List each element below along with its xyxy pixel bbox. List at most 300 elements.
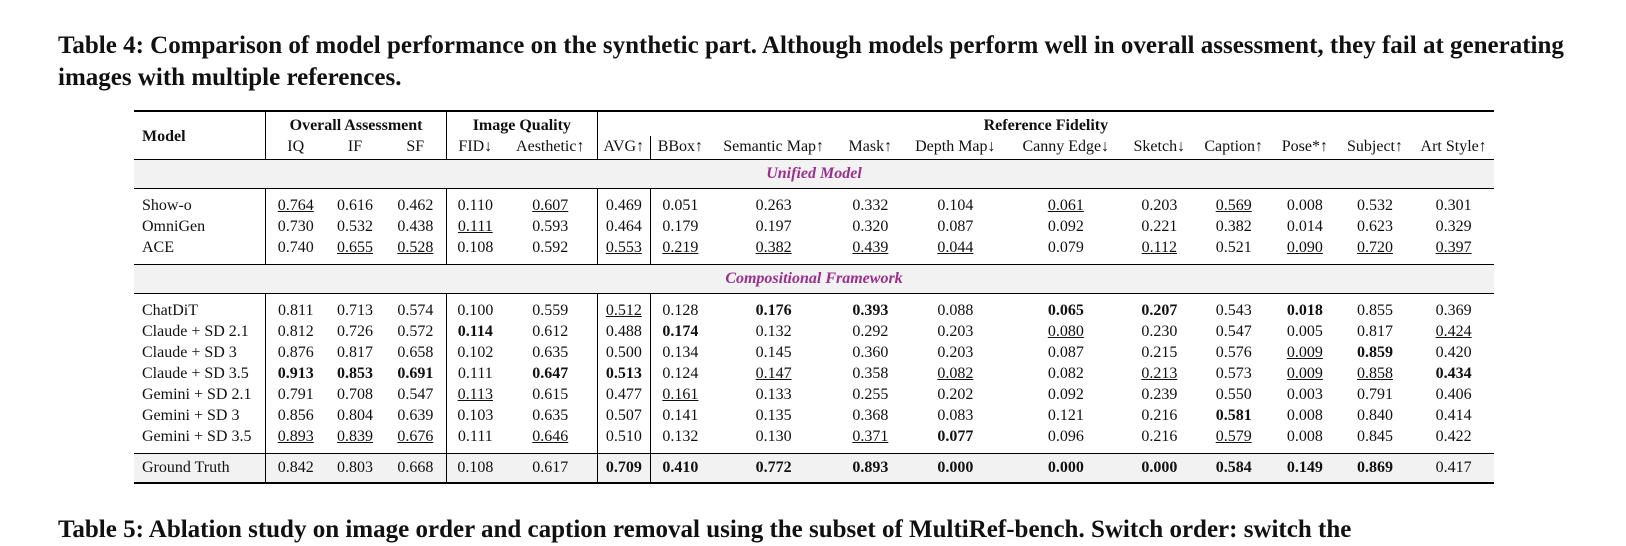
column-header-aesthetic: Aesthetic↑: [516, 137, 585, 155]
metric-cell-canny-edge: [1007, 195, 1124, 216]
metric-cell-mask: [837, 216, 903, 237]
metric-cell-pose: [1273, 405, 1337, 426]
metric-cell-canny-edge: [1007, 405, 1124, 426]
metric-value: 0.438: [397, 217, 434, 235]
metric-cell-subject: [1337, 237, 1414, 258]
metric-value: 0.207: [1141, 301, 1178, 319]
metric-value: 0.422: [1435, 427, 1472, 445]
column-header-pose: Pose*↑: [1281, 137, 1328, 155]
metric-cell-pose: [1273, 426, 1337, 447]
metric-value: 0.424: [1435, 322, 1472, 340]
metric-value: 0.617: [532, 459, 569, 476]
metric-value: 0.018: [1286, 301, 1323, 319]
metric-cell-sketch: [1124, 195, 1194, 216]
metric-value: 0.132: [755, 322, 792, 340]
metric-value: 0.469: [605, 196, 642, 214]
metric-value: 0.569: [1215, 196, 1252, 214]
metric-cell-bbox: [650, 426, 710, 447]
metric-cell-caption: [1194, 321, 1273, 342]
metric-value: 0.369: [1435, 301, 1472, 319]
metric-value: 0.592: [532, 238, 569, 256]
table-row: [134, 405, 1494, 426]
metric-value: 0.368: [852, 406, 889, 424]
metric-cell-semantic-map: [710, 384, 838, 405]
metric-value: 0.092: [1047, 385, 1084, 403]
metric-value: 0.646: [532, 427, 569, 445]
metric-value: 0.111: [457, 364, 493, 382]
metric-cell-art-style: [1413, 426, 1494, 447]
metric-cell-caption: [1194, 237, 1273, 258]
metric-cell-caption: [1194, 195, 1273, 216]
metric-cell-fid: [446, 454, 503, 484]
model-name-cell: Claude + SD 2.1: [142, 322, 249, 340]
metric-cell-caption: [1194, 405, 1273, 426]
metric-cell-canny-edge: [1007, 426, 1124, 447]
metric-value: 0.817: [337, 343, 373, 361]
metric-value: 0.691: [397, 364, 434, 382]
metric-value: 0.576: [1215, 343, 1252, 361]
image-quality-group: Image Quality: [446, 111, 597, 136]
metric-cell-semantic-map: [710, 321, 838, 342]
metric-cell-fid: [446, 384, 503, 405]
metric-value: 0.301: [1435, 196, 1472, 214]
metric-cell-fid: [446, 426, 503, 447]
metric-cell-canny-edge: [1007, 384, 1124, 405]
metric-value: 0.572: [397, 322, 434, 340]
metric-value: 0.096: [1047, 427, 1084, 445]
metric-cell-sketch: [1124, 384, 1194, 405]
metric-cell-pose: [1273, 237, 1337, 258]
metric-cell-bbox: [650, 384, 710, 405]
metric-value: 0.329: [1435, 217, 1472, 235]
metric-value: 0.869: [1357, 459, 1393, 476]
metric-value: 0.616: [337, 196, 373, 214]
metric-value: 0.845: [1357, 427, 1393, 445]
metric-cell-subject: [1337, 321, 1414, 342]
metric-cell-sf: [385, 237, 447, 258]
metric-cell-depth-map: [903, 237, 1007, 258]
metric-value: 0.853: [337, 364, 373, 382]
column-header-iq: IQ: [266, 136, 326, 160]
metric-cell-caption: [1194, 454, 1273, 484]
metric-value: 0.065: [1047, 301, 1084, 319]
metric-value: 0.647: [532, 364, 569, 382]
metric-cell-pose: [1273, 454, 1337, 484]
section-header-row: [134, 265, 1494, 294]
table-body: [134, 160, 1494, 484]
metric-cell-aesthetic: [504, 342, 598, 363]
metric-cell-depth-map: [903, 454, 1007, 484]
metric-value: 0.135: [755, 406, 792, 424]
metric-cell-sketch: [1124, 237, 1194, 258]
table-row: [134, 321, 1494, 342]
metric-value: 0.203: [1141, 196, 1178, 214]
metric-value: 0.005: [1286, 322, 1323, 340]
metric-cell-mask: [837, 363, 903, 384]
metric-cell-fid: [446, 321, 503, 342]
metric-value: 0.111: [457, 427, 493, 445]
table-row: [134, 384, 1494, 405]
column-header-row: [134, 136, 1494, 160]
metric-cell-if: [325, 195, 385, 216]
column-header-subject: Subject↑: [1347, 137, 1403, 155]
metric-value: 0.087: [1047, 343, 1084, 361]
metric-value: 0.574: [397, 301, 434, 319]
metric-value: 0.804: [337, 406, 373, 424]
metric-value: 0.179: [662, 217, 699, 235]
metric-cell-canny-edge: [1007, 300, 1124, 321]
metric-cell-if: [325, 321, 385, 342]
metric-cell-sketch: [1124, 216, 1194, 237]
metric-cell-depth-map: [903, 321, 1007, 342]
metric-value: 0.607: [532, 196, 569, 214]
metric-value: 0.543: [1215, 301, 1252, 319]
model-name-cell: Gemini + SD 3: [142, 406, 240, 424]
metric-cell-subject: [1337, 426, 1414, 447]
metric-value: 0.713: [337, 301, 373, 319]
section-header-row: [134, 160, 1494, 189]
metric-value: 0.500: [605, 343, 642, 361]
metric-value: 0.092: [1047, 217, 1084, 235]
metric-value: 0.147: [755, 364, 792, 382]
metric-cell-pose: [1273, 195, 1337, 216]
column-header-fid: FID↓: [446, 136, 503, 160]
metric-value: 0.000: [1047, 459, 1084, 476]
metric-value: 0.134: [662, 343, 699, 361]
metric-cell-caption: [1194, 384, 1273, 405]
metric-value: 0.876: [277, 343, 314, 361]
model-name-cell: ACE: [142, 238, 174, 256]
metric-cell-fid: [446, 405, 503, 426]
metric-value: 0.840: [1357, 406, 1393, 424]
metric-cell-canny-edge: [1007, 237, 1124, 258]
metric-cell-pose: [1273, 342, 1337, 363]
metric-cell-sketch: [1124, 342, 1194, 363]
metric-value: 0.230: [1141, 322, 1178, 340]
metric-value: 0.121: [1047, 406, 1084, 424]
metric-value: 0.203: [937, 343, 974, 361]
metric-cell-sketch: [1124, 405, 1194, 426]
metric-cell-semantic-map: [710, 300, 838, 321]
metric-cell-mask: [837, 237, 903, 258]
metric-value: 0.839: [337, 427, 373, 445]
metric-cell-pose: [1273, 384, 1337, 405]
section-title: Unified Model: [134, 160, 1494, 189]
ground-truth-row: [134, 454, 1494, 484]
model-name-cell: Show-o: [142, 196, 192, 214]
metric-cell-subject: [1337, 384, 1414, 405]
metric-value: 0.215: [1141, 343, 1178, 361]
metric-value: 0.730: [277, 217, 314, 235]
metric-value: 0.410: [662, 459, 699, 476]
metric-value: 0.102: [457, 343, 494, 361]
table-row: [134, 216, 1494, 237]
metric-cell-iq: [266, 321, 326, 342]
metric-cell-canny-edge: [1007, 321, 1124, 342]
metric-cell-bbox: [650, 216, 710, 237]
metric-value: 0.077: [937, 427, 974, 445]
metric-value: 0.360: [852, 343, 889, 361]
metric-cell-mask: [837, 321, 903, 342]
metric-cell-iq: [266, 363, 326, 384]
metric-value: 0.082: [1047, 364, 1084, 382]
metric-cell-semantic-map: [710, 454, 838, 484]
metric-value: 0.842: [277, 459, 314, 476]
metric-value: 0.044: [937, 238, 974, 256]
metric-cell-iq: [266, 342, 326, 363]
metric-value: 0.764: [277, 196, 314, 214]
metric-value: 0.477: [605, 385, 642, 403]
metric-value: 0.292: [852, 322, 889, 340]
metric-value: 0.149: [1286, 459, 1323, 476]
metric-value: 0.130: [755, 427, 792, 445]
column-header-mask: Mask↑: [848, 137, 893, 155]
model-name-cell: Gemini + SD 3.5: [142, 427, 252, 445]
metric-cell-aesthetic: [504, 363, 598, 384]
metric-value: 0.239: [1141, 385, 1178, 403]
metric-cell-depth-map: [903, 300, 1007, 321]
metric-cell-aesthetic: [504, 405, 598, 426]
metric-value: 0.103: [457, 406, 494, 424]
metric-cell-if: [325, 300, 385, 321]
metric-cell-depth-map: [903, 195, 1007, 216]
table-row: [134, 237, 1494, 258]
metric-cell-fid: [446, 216, 503, 237]
metric-cell-iq: [266, 426, 326, 447]
metric-cell-depth-map: [903, 405, 1007, 426]
metric-value: 0.393: [852, 301, 889, 319]
metric-cell-sf: [385, 384, 447, 405]
metric-value: 0.615: [532, 385, 569, 403]
metric-cell-pose: [1273, 363, 1337, 384]
metric-value: 0.051: [662, 196, 699, 214]
metric-cell-mask: [837, 342, 903, 363]
metric-value: 0.856: [277, 406, 314, 424]
metric-cell-subject: [1337, 363, 1414, 384]
column-header-caption: Caption↑: [1204, 137, 1264, 155]
metric-cell-subject: [1337, 195, 1414, 216]
metric-value: 0.382: [1215, 217, 1252, 235]
metric-value: 0.579: [1215, 427, 1252, 445]
metric-value: 0.008: [1286, 406, 1323, 424]
metric-cell-avg: [597, 216, 650, 237]
metric-cell-aesthetic: [504, 454, 598, 484]
metric-cell-iq: [266, 405, 326, 426]
metric-value: 0.202: [937, 385, 974, 403]
metric-value: 0.512: [605, 301, 642, 319]
metric-cell-sf: [385, 426, 447, 447]
metric-cell-mask: [837, 454, 903, 484]
metric-value: 0.858: [1357, 364, 1393, 382]
metric-value: 0.553: [605, 238, 642, 256]
metric-cell-mask: [837, 195, 903, 216]
metric-cell-avg: [597, 384, 650, 405]
metric-value: 0.791: [277, 385, 314, 403]
metric-value: 0.559: [532, 301, 569, 319]
metric-cell-sf: [385, 454, 447, 484]
metric-value: 0.439: [852, 238, 889, 256]
metric-cell-fid: [446, 363, 503, 384]
metric-value: 0.213: [1141, 364, 1178, 382]
metric-cell-pose: [1273, 216, 1337, 237]
metric-cell-if: [325, 454, 385, 484]
metric-value: 0.658: [397, 343, 434, 361]
table-header: [134, 111, 1494, 160]
metric-cell-semantic-map: [710, 195, 838, 216]
metric-value: 0.532: [337, 217, 373, 235]
table-row: [134, 342, 1494, 363]
metric-value: 0.108: [457, 238, 494, 256]
metric-cell-iq: [266, 195, 326, 216]
metric-value: 0.332: [852, 196, 889, 214]
metric-cell-sf: [385, 195, 447, 216]
metric-value: 0.087: [937, 217, 974, 235]
metric-cell-aesthetic: [504, 195, 598, 216]
metric-cell-avg: [597, 342, 650, 363]
metric-cell-semantic-map: [710, 237, 838, 258]
metric-value: 0.111: [457, 217, 493, 235]
metric-cell-caption: [1194, 363, 1273, 384]
metric-value: 0.014: [1286, 217, 1323, 235]
metric-value: 0.090: [1286, 238, 1323, 256]
metric-value: 0.420: [1435, 343, 1472, 361]
metric-cell-caption: [1194, 426, 1273, 447]
metric-cell-aesthetic: [504, 384, 598, 405]
metric-value: 0.855: [1357, 301, 1393, 319]
metric-value: 0.550: [1215, 385, 1252, 403]
metric-value: 0.161: [662, 385, 699, 403]
metric-cell-art-style: [1413, 405, 1494, 426]
metric-value: 0.547: [1215, 322, 1252, 340]
metric-cell-semantic-map: [710, 426, 838, 447]
metric-cell-art-style: [1413, 237, 1494, 258]
metric-value: 0.133: [755, 385, 792, 403]
metric-value: 0.000: [1141, 459, 1178, 476]
metric-cell-semantic-map: [710, 216, 838, 237]
reference-fidelity-group: Reference Fidelity: [597, 111, 1494, 136]
metric-value: 0.079: [1047, 238, 1084, 256]
header-group-row: [134, 111, 1494, 136]
metric-value: 0.803: [337, 459, 373, 476]
model-column-header: Model: [134, 111, 266, 160]
metric-value: 0.655: [337, 238, 373, 256]
metric-cell-sf: [385, 342, 447, 363]
metric-value: 0.635: [532, 343, 569, 361]
metric-value: 0.083: [937, 406, 974, 424]
metric-value: 0.174: [662, 322, 699, 340]
model-name-cell: Ground Truth: [134, 454, 266, 484]
metric-cell-art-style: [1413, 321, 1494, 342]
metric-cell-canny-edge: [1007, 342, 1124, 363]
metric-cell-sf: [385, 216, 447, 237]
metric-value: 0.397: [1435, 238, 1472, 256]
metric-value: 0.112: [1141, 238, 1178, 256]
metric-value: 0.726: [337, 322, 373, 340]
metric-cell-semantic-map: [710, 363, 838, 384]
metric-value: 0.113: [457, 385, 494, 403]
metric-cell-bbox: [650, 321, 710, 342]
metric-cell-iq: [266, 454, 326, 484]
metric-cell-sf: [385, 405, 447, 426]
metric-cell-avg: [597, 237, 650, 258]
metric-cell-bbox: [650, 363, 710, 384]
metric-value: 0.859: [1357, 343, 1393, 361]
metric-value: 0.414: [1435, 406, 1472, 424]
metric-cell-avg: [597, 321, 650, 342]
metric-value: 0.521: [1215, 238, 1252, 256]
metric-cell-mask: [837, 426, 903, 447]
metric-value: 0.197: [755, 217, 792, 235]
metric-value: 0.176: [755, 301, 792, 319]
column-header-depth-map: Depth Map↓: [915, 137, 996, 155]
metric-cell-avg: [597, 300, 650, 321]
metric-cell-art-style: [1413, 300, 1494, 321]
metric-value: 0.219: [662, 238, 699, 256]
table-row: [134, 363, 1494, 384]
metric-value: 0.913: [277, 364, 314, 382]
metric-value: 0.406: [1435, 385, 1472, 403]
metric-value: 0.513: [605, 364, 642, 382]
metric-value: 0.584: [1215, 459, 1252, 476]
metric-cell-subject: [1337, 454, 1414, 484]
metric-value: 0.817: [1357, 322, 1393, 340]
metric-value: 0.255: [852, 385, 889, 403]
metric-cell-art-style: [1413, 363, 1494, 384]
metric-cell-depth-map: [903, 384, 1007, 405]
metric-cell-sf: [385, 363, 447, 384]
section-title: Compositional Framework: [134, 265, 1494, 294]
metric-value: 0.003: [1286, 385, 1323, 403]
metric-cell-fid: [446, 300, 503, 321]
metric-cell-iq: [266, 237, 326, 258]
metric-value: 0.791: [1357, 385, 1393, 403]
metric-cell-mask: [837, 384, 903, 405]
results-table-container: [134, 110, 1494, 484]
metric-cell-if: [325, 384, 385, 405]
metric-cell-bbox: [650, 237, 710, 258]
metric-value: 0.510: [605, 427, 642, 445]
metric-value: 0.507: [605, 406, 642, 424]
metric-cell-sf: [385, 300, 447, 321]
metric-value: 0.893: [852, 459, 889, 476]
metric-value: 0.635: [532, 406, 569, 424]
overall-assessment-group: Overall Assessment: [266, 111, 447, 136]
metric-cell-subject: [1337, 342, 1414, 363]
metric-value: 0.108: [457, 459, 494, 476]
metric-cell-fid: [446, 342, 503, 363]
metric-value: 0.221: [1141, 217, 1178, 235]
metric-cell-depth-map: [903, 426, 1007, 447]
metric-cell-caption: [1194, 216, 1273, 237]
metric-value: 0.382: [755, 238, 792, 256]
metric-cell-depth-map: [903, 363, 1007, 384]
metric-value: 0.128: [662, 301, 699, 319]
column-header-canny-edge: Canny Edge↓: [1022, 137, 1110, 155]
metric-cell-art-style: [1413, 384, 1494, 405]
metric-cell-caption: [1194, 300, 1273, 321]
metric-value: 0.216: [1141, 427, 1178, 445]
metric-value: 0.417: [1435, 459, 1472, 476]
metric-cell-fid: [446, 237, 503, 258]
metric-value: 0.371: [852, 427, 889, 445]
metric-value: 0.488: [605, 322, 642, 340]
metric-value: 0.581: [1215, 406, 1252, 424]
column-header-sketch: Sketch↓: [1133, 137, 1186, 155]
metric-cell-bbox: [650, 342, 710, 363]
metric-value: 0.528: [397, 238, 434, 256]
metric-value: 0.009: [1286, 364, 1323, 382]
metric-value: 0.720: [1357, 238, 1393, 256]
